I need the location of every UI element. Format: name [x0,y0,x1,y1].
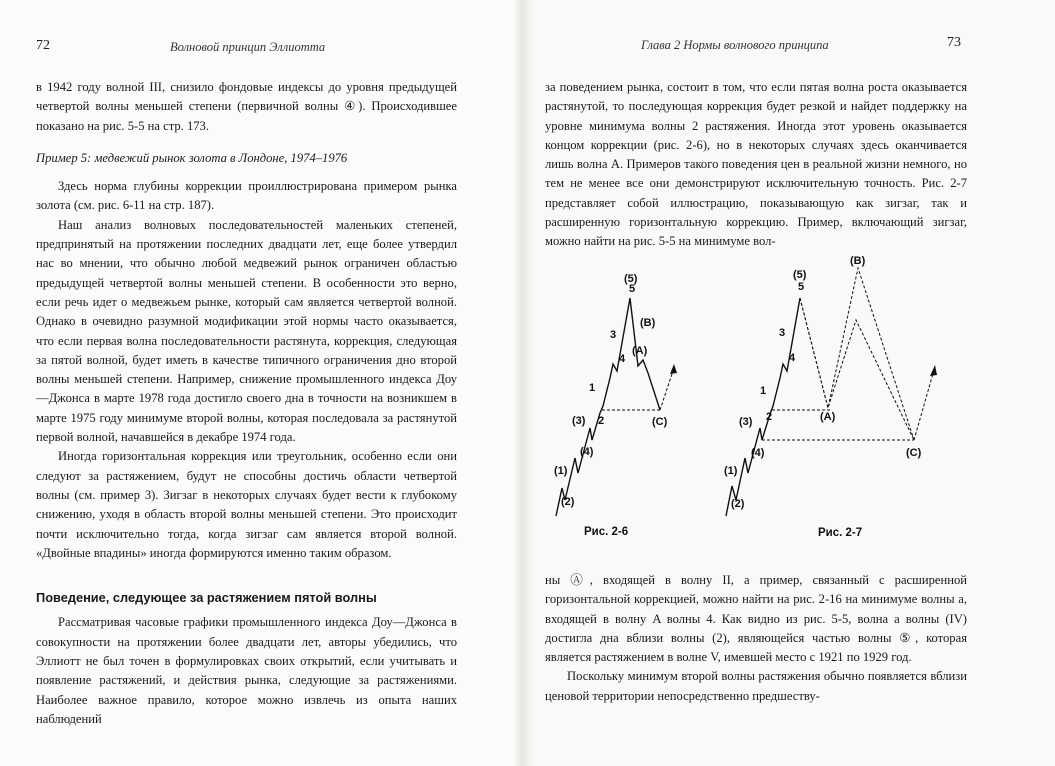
fig1-label-13: (2) [561,496,575,508]
right-paragraph-2: ны Ⓐ, входящей в волну II, а пример, связанный с расширенной горизонтальной коррекцией, можно найти на рис. 2-16 на минимуме волны a, входящей в волну A волны 4. Как видно из рис. 5-5, волна a волны (IV) достигла дна вблизи волны (2), являющейся частью волны ⑤, которая является растяжением в волне V, имевшей место с 1921 по 1929 год. [545,573,967,665]
right-page-body-top [545,78,967,252]
left-paragraph-1: в 1942 году волной III, снизило фондовые индексы до уровня предыдущей четвертой волны меньшей степени (первичной волны ④). Происходившее показано на рис. 5-5 на стр. 173. [36,80,457,133]
fig2-label-10: (4) [751,447,765,459]
wave-diagram-svg [540,248,990,548]
fig2-label-2: (5) [793,269,807,281]
fig1-label-8: (3) [572,415,586,427]
left-paragraph-5: Рассматривая часовые графики промышленного индекса Доу—Джонса в совокупности на протяжении более двадцати лет, авторы убедились, что Эллиотт не был точен в формулировках своих открытий, если учитывать и появление растяжений, и действия рынка, следующие за растяжениями. Наиболее важное правило, которое можно извлечь из опыта наших наблюдений [36,615,457,726]
left-page-body [36,78,457,729]
fig2-label-6: 1 [760,385,767,397]
wave-figures [540,248,990,548]
fig2-label-7: (3) [739,416,753,428]
fig1-label-7: 1 [589,382,596,394]
fig1-arrow-line [660,368,674,410]
fig1-label-12: (1) [554,465,568,477]
example-title: Пример 5: медвежий рынок золота в Лондоне, 1974–1976 [36,150,348,165]
fig2-label-4: 3 [779,327,786,339]
fig2-arrow-line [914,370,934,440]
fig1-label-10: (C) [652,416,668,428]
left-page-header: Волновой принцип Эллиотта [170,40,326,54]
fig1-arrow-head [670,364,677,374]
fig2-zigzag-path [800,268,914,440]
left-paragraph-2: Здесь норма глубины коррекции проиллюстрирована примером рынка золота (см. рис. 6-11 на стр. 187). [36,179,457,213]
fig2-label-1: (B) [850,255,866,267]
fig2-arrow-head [930,365,937,376]
fig1-label-1: (5) [624,273,638,285]
figure-2-6 [554,273,677,538]
fig1-label-3: (B) [640,317,656,329]
section-title: Поведение, следующее за растяжением пятой волны [36,590,377,606]
fig2-label-3: 5 [798,281,805,293]
fig2-label-12: (1) [724,465,738,477]
fig1-wave-path [556,298,660,516]
fig1-label-5: (A) [632,345,648,357]
right-paragraph-3: Поскольку минимум второй волны растяжения обычно появляется вблизи ценовой территории непосредственно предшеству- [545,669,967,703]
fig2-wave-path [726,298,800,516]
fig2-label-5: 4 [789,352,796,364]
fig2-label-13: (2) [731,498,745,510]
fig1-label-4: 3 [610,329,617,341]
left-paragraph-3: Наш анализ волновых последовательностей маленьких степеней, предпринятый на протяжении последних двадцати лет, еще более утвердил нас во мнении, что обычно любой медвежий рынок ограничен областью предыдущей четвертой волны меньшей степени. В особенности это верно, если речь идет о медвежьем рынке, который сам является четвертой волной. Однако в очевидно разумной модификации этой нормы часто оказывается, что если первая волна последовательности растянута, коррекция, следующая за пятой волной, будет иметь в качестве типичного ограничения дно второй волны меньшей степени. Например, снижение промышленного индекса Доу—Джонса в марте 1978 года достигло своего дна в точности на возникшем в марте 1975 году минимуме второй волны, которая последовала за растянутой первой волной, начавшейся в декабре 1974 года. [36,217,457,445]
fig2-caption: Рис. 2-7 [818,527,863,539]
left-paragraph-4: Иногда горизонтальная коррекция или треугольник, особенно если они следуют за растяжением, будут не способны достичь области четвертой волны (см. пример 3). Зигзаг в некоторых случаях будет вести к глубокому снижению, уходя в область второй волны меньшей степени. Это происходит почти исключительно тогда, когда зигзаг сам является второй волной. «Двойные впадины» иногда формируются именно таким образом. [36,449,457,560]
figure-2-7 [724,255,937,539]
fig1-label-9: 2 [598,415,605,427]
right-page-number: 73 [947,35,961,50]
fig2-label-9: (A) [820,411,836,423]
right-page-body-bottom [545,571,967,706]
fig1-label-11: (4) [580,446,594,458]
fig1-label-2: 5 [629,283,636,295]
right-paragraph-1: за поведением рынка, состоит в том, что если пятая волна роста оказывается растянутой, то последующая коррекция будет резкой и найдет поддержку на уровне минимума волны 2 растяжения. Иногда этот уровень оказывается концом коррекции (рис. 2-6), но в некоторых случаях здесь оканчивается лишь волна A. Примеров такого поведения цен в реальной жизни немного, но тем не менее все они демонстрируют исключительную точность. Рис. 2-7 представляет собой иллюстрацию, показывающую как зигзаг, так и расширенную горизонтальную коррекцию. Пример, включающий зигзаг, можно найти на рис. 5-5 на минимуме вол- [545,80,967,249]
fig2-flat-path [800,298,914,440]
fig1-caption: Рис. 2-6 [584,526,629,538]
book-gutter [515,0,533,766]
fig2-label-11: (C) [906,447,922,459]
right-page-header: Глава 2 Нормы волнового принципа [641,38,829,52]
fig2-label-8: 2 [766,411,773,423]
fig1-label-6: 4 [619,353,626,365]
left-page-number: 72 [36,38,50,53]
